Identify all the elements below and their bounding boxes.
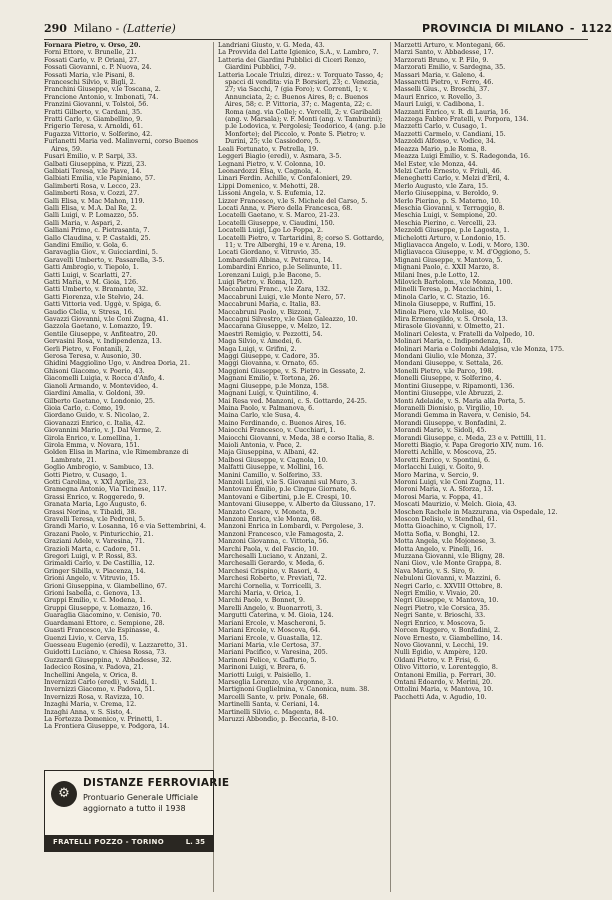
directory-entry: Minelli Teresa, p. Macciachini, 1. — [394, 285, 502, 294]
directory-entry: Manzoni Giovanna, c. Vittoria, 56. — [218, 537, 329, 546]
directory-entry: Guidotti Luciano, v. Chiesa Rossa, 73. — [44, 648, 167, 657]
directory-entry: Gentile Giuseppe, v. Anfiteatro, 20. — [44, 329, 158, 338]
directory-entry: Magnani Luigi, v. Quintilino, 4. — [218, 389, 319, 398]
directory-entry: Furlanetti Maria ved. Malinverni, corso Buenos Aires, 59. — [44, 137, 199, 153]
directory-entry: Moroni Maria, v. A. Sforza, 13. — [394, 485, 494, 494]
directory-entry: Maiocchi Francesco, v. Cucchiari, 1. — [218, 426, 336, 435]
directory-entry: Locatelli Luigi, Lgo Lo Foppa, 2. — [218, 226, 324, 235]
directory-entry: Margutti Caterina, v. M. Gioia, 124. — [218, 611, 334, 620]
directory-entry: Girola Emma, v. Novara, 151. — [44, 440, 140, 449]
directory-entry: Michelotti Arturo, v. Londonio, 15. — [394, 233, 506, 242]
directory-entry: Nani Giov., v.le Monte Grappa, 8. — [394, 559, 502, 568]
directory-entry: Massaretti Pietro, v. Ferro, 46. — [394, 78, 494, 87]
directory-entry: Manzoli Luigi, v.le S. Giovanni sul Muro, 3. — [218, 477, 358, 486]
directory-entry: Gerosa Teresa, v. Ausonio, 30. — [44, 352, 142, 361]
directory-entry: Gervasini Rosa, v. Indipendenza, 13. — [44, 337, 162, 346]
directory-entry: Gruppi Emilio, v. C. Modena, 1. — [44, 596, 146, 605]
directory-entry: Mondani Giulio, v.le Monza, 37. — [394, 352, 497, 361]
directory-entry: Guesseau Eugenio (eredi), v. Lazzaretto, 31. — [44, 640, 188, 649]
directory-entry: Marzorati Bruno, v. P. Filo, 9. — [394, 55, 489, 64]
directory-entry: Fossati Giovanni, c. P. Nuova, 24. — [44, 63, 152, 72]
directory-entry: Magni Giuseppe, p.le Monza, 158. — [218, 381, 329, 390]
directory-entry: Mazzetti Carmelo, v. Candiani, 15. — [394, 129, 506, 138]
directory-entry: Maina Carlo, v.le Susa, 4. — [218, 411, 301, 420]
directory-entry: Motta Gioachino, v. Cignoli, 17. — [394, 522, 497, 531]
directory-entry: Galbiati Emilia, v.le Papiniano, 57. — [44, 174, 156, 183]
directory-entry: Gandini Emilio, v. Gola, 6. — [44, 240, 129, 249]
directory-entry: Invernizzi Carlo (eredi), v. Saldi, 1. — [44, 677, 157, 686]
directory-entry: Molinari Maria, c. Indipendenza, 10. — [394, 337, 513, 346]
directory-entry: Inzaghi Anna, v. S. Sisto, 4. — [44, 707, 133, 716]
directory-entry: Lombardelli Albina, v. Petrarca, 14. — [218, 255, 333, 264]
directory-entry: Marinoni Luigi, v. Brera, 6. — [218, 663, 306, 672]
directory-entry: Negri Enrico, v. Moscova, 5. — [394, 618, 486, 627]
directory-entry: Inchellini Angela, v. Orica, 8. — [44, 670, 138, 679]
directory-entry: Lizzer Francesco, v.le S. Michele del Carso, 5. — [218, 196, 368, 205]
directory-entry: Fratti Carlo, v. Giambellino, 9. — [44, 115, 143, 124]
directory-entry: Morandi Giuseppe, v. Bonfadini, 2. — [394, 418, 507, 427]
directory-entry: Marzi Santo, v. Abbadesse, 17. — [394, 48, 494, 57]
directory-entry: Grioni Angelo, v. Vitruvio, 15. — [44, 574, 140, 583]
directory-entry: Moranelli Dionisio, p. Virgilio, 10. — [394, 403, 504, 412]
directory-entry: Maggi Giovanna, v. Ornato, 65. — [218, 359, 319, 368]
directory-entry: Gramegna Antonio, Via Ticinese, 117. — [44, 485, 167, 494]
directory-entry: Girola Enrico, v. Lomellina, 1. — [44, 433, 141, 442]
directory-entry: Gavazzi Giovanni, v.le Coni Zugna, 41. — [44, 315, 169, 324]
directory-entry: Invernizzi Giacomo, v. Padova, 51. — [44, 685, 155, 694]
directory-entry: Grioni Isabella, c. Genova, 13. — [44, 589, 142, 598]
directory-entry: Marchi Paola, v. del Fascio, 10. — [218, 544, 319, 553]
directory-entry: Manzoni Francesco, v.le Famagosta, 2. — [218, 529, 344, 538]
directory-entry: Maccabruni Luigi, v.le Monte Nero, 57. — [218, 292, 346, 301]
ad-update-note: aggiornato a tutto il 1938 — [83, 804, 186, 813]
directory-entry: Negri Carlo, c. XXVIII Ottobre, 8. — [394, 581, 503, 590]
directory-entry: Negri Giuseppe, v. Mantova, 10. — [394, 596, 499, 605]
directory-entry: Grazani Paolo, v. Pinturicchio, 21. — [44, 529, 154, 538]
directory-entry: Montini Giuseppe, v.le Abruzzi, 2. — [394, 389, 504, 398]
directory-entry: Mantovani Emilio, p.le Cinque Giornate, 6. — [218, 485, 357, 494]
directory-entry: Grazioli Marta, c. Cadore, 51. — [44, 544, 141, 553]
directory-entry: Luigi Pietro, v. Roma, 120. — [218, 278, 304, 286]
directory-column-3 — [394, 42, 584, 892]
directory-entry: Francione Antonio, v. Imbonati, 74. — [44, 92, 159, 101]
directory-entry: Marchesalli Gerardo, v. Meda, 6. — [218, 559, 325, 568]
directory-entry: Leggeri Biagio (eredi), v. Asmara, 3-5. — [218, 152, 342, 161]
directory-entry: Marchesi Crispino, v. Rasori, 4. — [218, 566, 320, 575]
directory-entry: Mignani Giuseppe, v. Mantova, 5. — [394, 255, 503, 264]
directory-entry: Grandi Mario, v. Losanna, 16 e via Settembrini, 4. — [44, 522, 206, 531]
directory-entry: Garavelli Umberto, v. Passarella, 3-5. — [44, 255, 165, 264]
directory-entry: Fornara Pietro, v. Orso, 20. — [44, 41, 141, 49]
directory-entry: La Fortezza Domenico, v. Prinetti, 1. — [44, 714, 163, 723]
directory-entry: Legnani Pietro, v. V. Colonna, 10. — [218, 159, 326, 168]
page-reference: 1122 — [580, 22, 612, 35]
directory-entry: Latteria Locale Triulzi, direz.: v. Torquato Tasso, 4; spacci di vendita: via P. Borsieri, 23; c. Venezia, 27; via Sacchi, 7 (gia Foro); v. Correnti, 1; v. Annunciata, 2; c. Buenos Aires, 8; c. Buenos Aires, 58; c. P. Vittoria, 37; c. Magenta, 22; c. Roma (ang. via Colle); c. Vercelli, 2; v. Garibaldi (ang. v. Marsala); v. F. Monti (ang. v. Tamburini); p.le Lodovica, v. Pergolesi; Teodorico, 4 (ang. p.le Monforte); del Piccolo, v. Ponte S. Pietro; v. Durini, 25; v.le Cassiodoro, 5. — [218, 70, 386, 146]
directory-entry: Morandi Gemma in Ravera, v. Cenisio, 54. — [394, 411, 531, 420]
directory-entry: Ghisoni Giacomo, v. Poerio, 43. — [44, 366, 145, 375]
directory-entry: Maestri Remigio, v. Pezzotti, 54. — [218, 329, 323, 338]
directory-entry: Maga Silvio, v. Amedei, 6. — [218, 337, 302, 346]
directory-entry: Locatelli Pietro, v. Tartaridini, 8; corso S. Gottardo, 11; v. Tre Alberghi, 19 e v. Arena, 19. — [218, 233, 385, 249]
directory-entry: Meschia Pierino, c. Vercelli, 23. — [394, 218, 497, 227]
directory-entry: Franchini Giuseppe, v.le Toscana, 2. — [44, 85, 161, 94]
directory-entry: Maccagni Silvestro, v.le Gian Galeazzo, 10. — [218, 315, 358, 324]
directory-entry: Meschia Luigi, v. Sempione, 20. — [394, 211, 498, 220]
directory-entry: Martinelli Santa, v. Ceriani, 14. — [218, 700, 320, 709]
directory-entry: Franzini Giovanni, v. Tolstoi, 56. — [44, 100, 149, 109]
directory-entry: Monti Adelaide, v. S. Maria alla Porta, 5. — [394, 396, 526, 405]
directory-entry: Gatti Ambrogio, v. Tiepolo, 1. — [44, 263, 139, 272]
directory-entry: Marelli Angelo, v. Buonarroti, 3. — [218, 603, 323, 612]
directory-entry: Giardini Amalia, v. Goldoni, 39. — [44, 389, 146, 398]
directory-entry: Manzato Cesare, v. Moneta, 9. — [218, 507, 317, 516]
directory-entry: Ontanoni Emilia, p. Ferrari, 30. — [394, 670, 496, 679]
directory-entry: Galliani Primo, c. Pietrasanta, 7. — [44, 226, 150, 235]
directory-entry: Gioia Carlo, c. Como, 19. — [44, 403, 126, 412]
page-header — [44, 22, 612, 38]
directory-entry: Frigerio Teresa, v. Arnoldi, 61. — [44, 122, 143, 131]
column-divider — [213, 42, 214, 892]
directory-entry: Guzzardi Giuseppina, v. Abbadesse, 32. — [44, 655, 172, 664]
directory-entry: Galbiati Teresa, v.le Piave, 14. — [44, 166, 142, 175]
directory-entry: Gatti Fiorenza, v.le Stelvio, 24. — [44, 292, 144, 301]
directory-entry: Guardamani Ettore, c. Sempione, 28. — [44, 618, 165, 627]
directory-entry: Morlacchi Luigi, v. Goito, 9. — [394, 463, 484, 472]
directory-entry: Motta Sofia, v. Bonghi, 12. — [394, 529, 480, 538]
directory-entry: Locati Giordano, v. Vitruvio, 35. — [218, 248, 322, 257]
directory-entry: Monelli Pietro, v.le Parco, 198. — [394, 366, 494, 375]
directory-entry: Morandi Mario, v. Sidoli, 45. — [394, 426, 487, 435]
directory-entry: Moretti Biagio, v. Papa Gregorio XIV, num. 16. — [394, 440, 544, 449]
directory-entry: Gianoli Armando, v. Montevideo, 4. — [44, 381, 159, 390]
directory-entry: Manzoni Enrica, v.le Monza, 68. — [218, 515, 322, 523]
directory-entry: Garavaglia Giov., v. Guicciardini, 5. — [44, 248, 158, 257]
directory-entry: Franceschi Silvio, v. Bigli, 2. — [44, 78, 136, 87]
directory-entry: Grassi Norina, v. Tibaldi, 38. — [44, 507, 137, 516]
directory-entry: Locati Anna, v. Piero della Francesca, 68. — [218, 203, 353, 212]
directory-entry: Fossati Maria, v.le Pisani, 8. — [44, 70, 135, 79]
directory-entry: Invernizzi Rosa, v. Ravizza, 10. — [44, 692, 144, 701]
directory-entry: Granata Maria, Lgo Augusto, 6. — [44, 500, 147, 509]
directory-entry: Gilberto Gaetano, v. Londonio, 25. — [44, 396, 155, 405]
directory-entry: Locatelli Giuseppe, v. Ciaudini, 150. — [218, 218, 335, 227]
directory-entry: Milani Ines, p.le Lotto, 12. — [394, 270, 480, 279]
category-name: - (Latterie) — [115, 22, 176, 35]
directory-entry: Novo Giovanni, v. Lecchi, 19. — [394, 640, 489, 649]
directory-entry: Maino Ferdinando, c. Buenos Aires, 16. — [218, 418, 347, 427]
column-divider — [390, 42, 391, 892]
directory-entry: Molinari Celesta, v. Fratelli da Volpedo, 10. — [394, 329, 535, 338]
directory-entry: Minola Carlo, v. C. Stazio, 16. — [394, 292, 491, 301]
directory-entry: Monelli Giuseppe, v. Solferino, 4. — [394, 374, 502, 383]
directory-entry: Giovanazzi Enrico, c. Italia, 42. — [44, 418, 146, 427]
directory-entry: Martinelli Silvio, c. Magenta, 84. — [218, 707, 325, 716]
page-number: 290 — [44, 22, 67, 35]
directory-entry: Merlo Pierino, p. S. Materno, 10. — [394, 196, 501, 205]
ad-title: DISTANZE FERROVIARIE — [83, 777, 230, 789]
directory-entry: Lombardini Enrico, p.le Selinunte, 11. — [218, 263, 342, 272]
directory-entry: Gravelli Teresa, v.le Pedroni, 5. — [44, 515, 145, 523]
directory-entry: Gazzola Gaetano, v. Lomazzo, 19. — [44, 322, 153, 331]
directory-entry: Maccabruni Franc., v.le Zara, 132. — [218, 285, 331, 294]
directory-entry: Nebuloni Giovanni, v. Mazzini, 6. — [394, 574, 501, 583]
directory-entry: Giacomelli Luigia, v. Rocca d'Anfo, 4. — [44, 374, 165, 383]
directory-entry: Moro Marina, v. Sercio, 9. — [394, 470, 479, 479]
directory-entry: Moscati Maurizio, v. Melch. Gioia, 43. — [394, 500, 517, 509]
directory-entry: Galli Maria, v. Aspari, 2. — [44, 218, 123, 227]
directory-entry: Landriani Giusto, v. G. Meda, 43. — [218, 41, 325, 49]
directory-entry: Mariani Maria, v.le Certosa, 37. — [218, 640, 321, 649]
directory-entry: Maccabruni Paolo, v. Bizzoni, 7. — [218, 307, 321, 316]
directory-entry: Maccabruni Maria, c. Italia, 83. — [218, 300, 321, 309]
directory-entry: Moscon Delisio, v. Stendhal, 61. — [394, 515, 498, 523]
directory-entry: Graziani Adele, v. Varesina, 71. — [44, 537, 145, 546]
directory-entry: Maina Paolo, v. Palmanova, 6. — [218, 403, 315, 412]
directory-entry: Giovannini Mario, v. J. Dal Verme, 2. — [44, 426, 162, 435]
directory-entry: Pacchetti Ada, v. Agudio, 10. — [394, 692, 487, 701]
directory-entry: Morandi Giuseppe, c. Meda, 23 e v. Pettilli, 11. — [394, 433, 547, 442]
directory-entry: Forni Ettore, v. Brunelle, 21. — [44, 48, 137, 57]
directory-entry: Iadecico Rosina, v. Padova, 21. — [44, 663, 144, 672]
directory-entry: Lorenzani Luigi, p.le Bacone, 5. — [218, 270, 321, 279]
directory-entry: Mantovani e Gibertini, p.le E. Crespi, 10. — [218, 492, 352, 501]
directory-entry: Gregori Luigi, v. P. Rossi, 83. — [44, 552, 138, 561]
directory-entry: Gatti Vittoria ved. Uggè, v. Spiga, 6. — [44, 300, 162, 309]
directory-entry: Marchi Cornelia, v. Torricelli, 3. — [218, 581, 322, 590]
ad-publisher: FRATELLI POZZO - TORINO — [53, 838, 164, 846]
directory-entry: Marseglia Lorenzo, v.le Argonne, 3. — [218, 677, 334, 686]
directory-entry: Gruppi Giuseppe, v. Lomazzo, 16. — [44, 603, 153, 612]
directory-entry: Migliavacca Angelo, v. Lodi, v. Moro, 130. — [394, 240, 530, 249]
directory-entry: Melzi Carlo Ernesto, v. Friuli, 46. — [394, 166, 502, 175]
directory-entry: Massari Maria, v. Galeno, 4. — [394, 70, 485, 79]
directory-entry: Locatelli Gaetano, v. S. Marco, 21-23. — [218, 211, 340, 220]
directory-entry: Moschen Rachele in Mazzurana, via Ospedale, 12. — [394, 507, 558, 516]
directory-entry: Magnani Emilio, v. Tortona, 26. — [218, 374, 320, 383]
directory-entry: Gerli Pietro, v. Fontanili, 2. — [44, 344, 132, 353]
directory-entry: Ottolini Maria, v. Mantova, 10. — [394, 685, 494, 694]
directory-entry: Nava Mario, v. S. Siro, 9. — [394, 566, 475, 575]
directory-entry: Lissoni Angela, v. S. Eufemia, 12. — [218, 189, 326, 198]
directory-entry: Maggioni Giuseppe, v. S. Pietro in Gessate, 2. — [218, 366, 366, 375]
directory-entry: Marchi Paolo, v. Bonnet, 9. — [218, 596, 306, 605]
directory-entry: Oldani Pietro, v. P. Frisi, 6. — [394, 655, 481, 664]
directory-entry: Mazzoldi Alfonso, v. Vodice, 34. — [394, 137, 496, 146]
directory-entry: Meazza Mario, p.le Roma, 8. — [394, 144, 487, 153]
directory-column-1 — [44, 42, 210, 892]
directory-entry: Grassi Enrico, v. Roggeredo, 9. — [44, 492, 145, 501]
directory-entry: Motta Angelo, v. Pinelli, 16. — [394, 544, 484, 553]
directory-entry: Marinoni Felice, v. Gaffurio, 5. — [218, 655, 317, 664]
directory-entry: Mariotti Luigi, v. Paisiello, 1. — [218, 670, 312, 679]
directory-entry: Leonardozzi Elsa, v. Cagnola, 4. — [218, 166, 322, 175]
directory-entry: Meazza Luigi Emilio, v. S. Radegonda, 16. — [394, 152, 530, 161]
directory-entry: Marzorati Emilio, v. Sardegna, 35. — [394, 63, 506, 72]
directory-entry: Ontani Edoardo, v. Merini, 20. — [394, 677, 493, 686]
directory-entry: Marchi Maria, v. Orica, 1. — [218, 589, 302, 598]
directory-entry: Mira Ermenegildo, v. S. Orsola, 13. — [394, 315, 508, 324]
directory-entry: Olivo Vittorio, v. Lorenteggio, 8. — [394, 663, 498, 672]
directory-entry: Inzaghi Maria, v. Crema, 12. — [44, 700, 137, 709]
directory-entry: Fugazza Vittorio, v. Solferino, 42. — [44, 129, 153, 138]
directory-entry: Morosi Maria, v. Foppa, 41. — [394, 492, 484, 501]
advertisement-box — [44, 770, 230, 852]
directory-entry: Gallo Claudina, v. P. Castaldi, 25. — [44, 233, 151, 242]
directory-entry: Maga Luigi, v. Grifini, 2. — [218, 344, 297, 353]
directory-entry: Mai Resa ved. Manzoni, c. S. Gottardo, 24-25. — [218, 396, 367, 405]
directory-entry: Mariani Ercole, v. Guastalla, 12. — [218, 633, 323, 642]
directory-entry: Mignani Paolo, c. XXII Marzo, 8. — [394, 263, 500, 272]
directory-entry: Mazzanti Enrico, v. R. di Lauria, 16. — [394, 107, 511, 116]
directory-entry: Negri Sante, v. Brioschi, 33. — [394, 611, 486, 620]
directory-entry: Lippi Domenico, v. Mehotti, 28. — [218, 181, 320, 190]
directory-entry: Guasti Francesco, v.le Espinasse, 4. — [44, 626, 160, 635]
directory-entry: Mauri Enrico, v. Rovello, 3. — [394, 92, 483, 101]
directory-entry: Fratti Gilberto, v. Cardani, 35. — [44, 107, 143, 116]
directory-entry: Gotti Pietro, v. Cusago, 1. — [44, 470, 127, 479]
directory-entry: Maiocchi Giovanni, v. Meda, 38 e corso Italia, 8. — [218, 433, 375, 442]
province-name: PROVINCIA DI MILANO — [422, 22, 564, 35]
directory-entry: Galimberti Rosa, v. Lecco, 23. — [44, 181, 141, 190]
directory-column-2 — [218, 42, 388, 892]
directory-entry: Masselli Gius., v. Broschi, 37. — [394, 85, 490, 94]
directory-entry: Mirasole Giovanni, v. Olmetto, 21. — [394, 322, 505, 331]
directory-entry: Muzzana Giovanni, v.le Bligny, 28. — [394, 552, 505, 561]
directory-entry: Golden Elisa in Marina, v.le Rimembranze di Lambrate, 21. — [44, 448, 189, 464]
directory-entry: Mezzoldi Giuseppe, p.le Lagosta, 1. — [394, 226, 510, 235]
directory-entry: Latteria dei Giardini Pubblici di Ciceri Renzo, Giardini Pubblici, 7-9. — [218, 55, 367, 72]
directory-entry: Norcen Ruggero, v. Bonfadini, 2. — [394, 626, 501, 635]
directory-entry: Merlo Giuseppina, v. Beroldo, 9. — [394, 189, 499, 198]
directory-entry: Malbosi Giuseppe, v. Cagnola, 10. — [218, 455, 328, 464]
directory-entry: Migliavacca Giuseppe, v. M. d'Oggiono, 5. — [394, 248, 531, 257]
ad-subtitle: Prontuario Generale Ufficiale — [83, 793, 199, 802]
header-separator: - — [569, 22, 575, 35]
directory-entry: Mariani Ercole, v. Mascheroni, 5. — [218, 618, 326, 627]
directory-entry: Gotti Carolina, v. XXI Aprile, 23. — [44, 477, 149, 486]
directory-entry: Manini Camillo, v. Solferino, 33. — [218, 470, 323, 479]
directory-entry: Mantovani Giuseppe, v. Alberto da Giussano, 17. — [218, 500, 376, 509]
directory-entry: Galbati Giuseppina, v. Pizzi, 23. — [44, 159, 147, 168]
directory-entry: Martignoni Guglielmina, v. Canonica, num. 38. — [218, 685, 370, 694]
directory-entry: Meneghetti Carlo, v. Melzi d'Eril, 4. — [394, 174, 510, 183]
directory-entry: Fossati Carlo, v. P. Oriani, 27. — [44, 55, 140, 64]
directory-entry: Gatti Umberto, v. Bramante, 32. — [44, 285, 149, 294]
directory-entry: Marchesi Roberto, v. Previati, 72. — [218, 574, 327, 583]
directory-entry: Ghidini Maggiolino Ugo, v. Andrea Doria, 21. — [44, 359, 191, 368]
train-emblem-icon: ⚙ — [51, 781, 77, 807]
directory-entry: Negri Pietro, v.le Corsica, 35. — [394, 603, 490, 612]
directory-entry: Gringer Sibilla, v. Piacenza, 14. — [44, 566, 146, 575]
directory-entry: Minola Piero, v.le Molise, 40. — [394, 307, 489, 316]
directory-entry: Leali Fortunato, v. Petrella, 19. — [218, 144, 319, 153]
directory-entry: Nulli Egidio, v. Ampère, 120. — [394, 648, 488, 657]
directory-entry: Malfatti Giuseppe, v. Mollini, 16. — [218, 463, 324, 472]
directory-entry: Mondani Giuseppe, v. Settala, 26. — [394, 359, 504, 368]
directory-entry: Mazzega Fabbro Fratelli, v. Porpora, 134. — [394, 115, 529, 124]
directory-entry: Montini Giuseppe, v. Ripamonti, 136. — [394, 381, 515, 390]
directory-entry: Galli Elisa, v. M.A. Dal Re, 2. — [44, 203, 137, 212]
directory-entry: Moretti Achille, v. Moscova, 25. — [394, 448, 497, 457]
header-rule — [44, 39, 588, 40]
directory-entry: Moroni Luigi, v.le Coni Zugna, 11. — [394, 477, 505, 486]
directory-entry: Mazzetti Carlo, v. Cusago, 1. — [394, 122, 487, 131]
directory-entry: Linari Ferdin. Achille, v. Confalonieri, 29. — [218, 174, 352, 183]
directory-entry: Marcelli Sante, v. priv. Ponale, 68. — [218, 692, 329, 701]
ad-footer-bar — [45, 835, 213, 851]
directory-entry: Maccarana Giuseppe, v. Melzo, 12. — [218, 322, 332, 331]
directory-entry: Mauri Luigi, v. Cadibona, 1. — [394, 100, 484, 109]
ad-price: L. 35 — [185, 838, 205, 846]
directory-entry: Merlo Augusto, v.le Zara, 15. — [394, 181, 489, 190]
directory-entry: Meschia Giovanni, v. Terraggio, 8. — [394, 203, 505, 212]
directory-entry: Guaraglia Giacomino, v. Cenisio, 70. — [44, 611, 162, 620]
directory-entry: La Frontiera Giuseppe, v. Podgora, 14. — [44, 722, 170, 731]
directory-entry: Moretti Enrico, v. Spontini, 6. — [394, 455, 491, 464]
directory-entry: Negri Emilio, v. Vivaio, 20. — [394, 589, 481, 598]
directory-entry: Giordano Guido, v. S. Nicolao, 2. — [44, 411, 150, 420]
directory-entry: Goglio Ambrogio, v. Sambuco, 13. — [44, 463, 154, 472]
directory-entry: Maruzzi Abbondio, p. Beccaria, 8-10. — [218, 714, 339, 723]
directory-entry: Molinari Maria e Colombi Adalgisa, v.le Monza, 175. — [394, 344, 565, 353]
directory-entry: Mariani Ercole, v. Moscova, 64. — [218, 626, 321, 635]
directory-entry: Nove Ernesto, v. Giambellino, 14. — [394, 633, 503, 642]
directory-entry: Minola Giuseppe, v. Ruffini, 15. — [394, 300, 496, 309]
directory-entry: Mel Ester, v.le Monza, 44. — [394, 159, 478, 168]
directory-entry: Maggi Giuseppe, v. Cadore, 35. — [218, 352, 320, 361]
directory-entry: Gaudio Clelia, v. Stresa, 16. — [44, 307, 134, 316]
directory-entry: Manzoni Enrica in Lombardi, v. Pergolese, 3. — [218, 522, 364, 531]
directory-entry: Marchesalli Luciano, v. Anzani, 2. — [218, 552, 328, 561]
directory-entry: Milovich Bartolom., v.le Monza, 100. — [394, 278, 513, 286]
directory-entry: Galimberti Rosa, v. Cozzi, 27. — [44, 189, 140, 198]
directory-entry: Grioni Giuseppina, v. Giambellino, 67. — [44, 581, 167, 590]
directory-entry: Gatti Maria, v. M. Gioia, 126. — [44, 278, 139, 286]
directory-entry: Gatti Luigi, v. Scarlatti, 27. — [44, 270, 132, 279]
directory-entry: Grimaldi Carlo, v. De Castillia, 12. — [44, 559, 155, 568]
directory-entry: Galli Luigi, v. P. Lomazzo, 55. — [44, 211, 139, 220]
directory-entry: Guenzi Livio, v. Cerva, 15. — [44, 633, 129, 642]
directory-entry: Galli Elisa, v. Mac Mahon, 119. — [44, 196, 145, 205]
directory-entry: La Provvida del Latte Igienico, S.A., v. Lambro, 7. — [218, 48, 379, 57]
directory-entry: Motta Angela, v.le Mojonese, 3. — [394, 537, 496, 546]
city-name: Milano — [73, 22, 113, 35]
directory-entry: Marzetti Arturo, v. Montegani, 66. — [394, 41, 506, 49]
province-title — [422, 22, 612, 36]
directory-entry: Maioli Antonia, v. Pace, 2. — [218, 440, 302, 449]
directory-entry: Maja Giuseppina, v. Albani, 42. — [218, 448, 319, 457]
directory-entry: Mariani Pacifico, v. Varesina, 205. — [218, 648, 328, 657]
directory-entry: Fusari Emilio, v. P. Sarpi, 33. — [44, 152, 138, 161]
